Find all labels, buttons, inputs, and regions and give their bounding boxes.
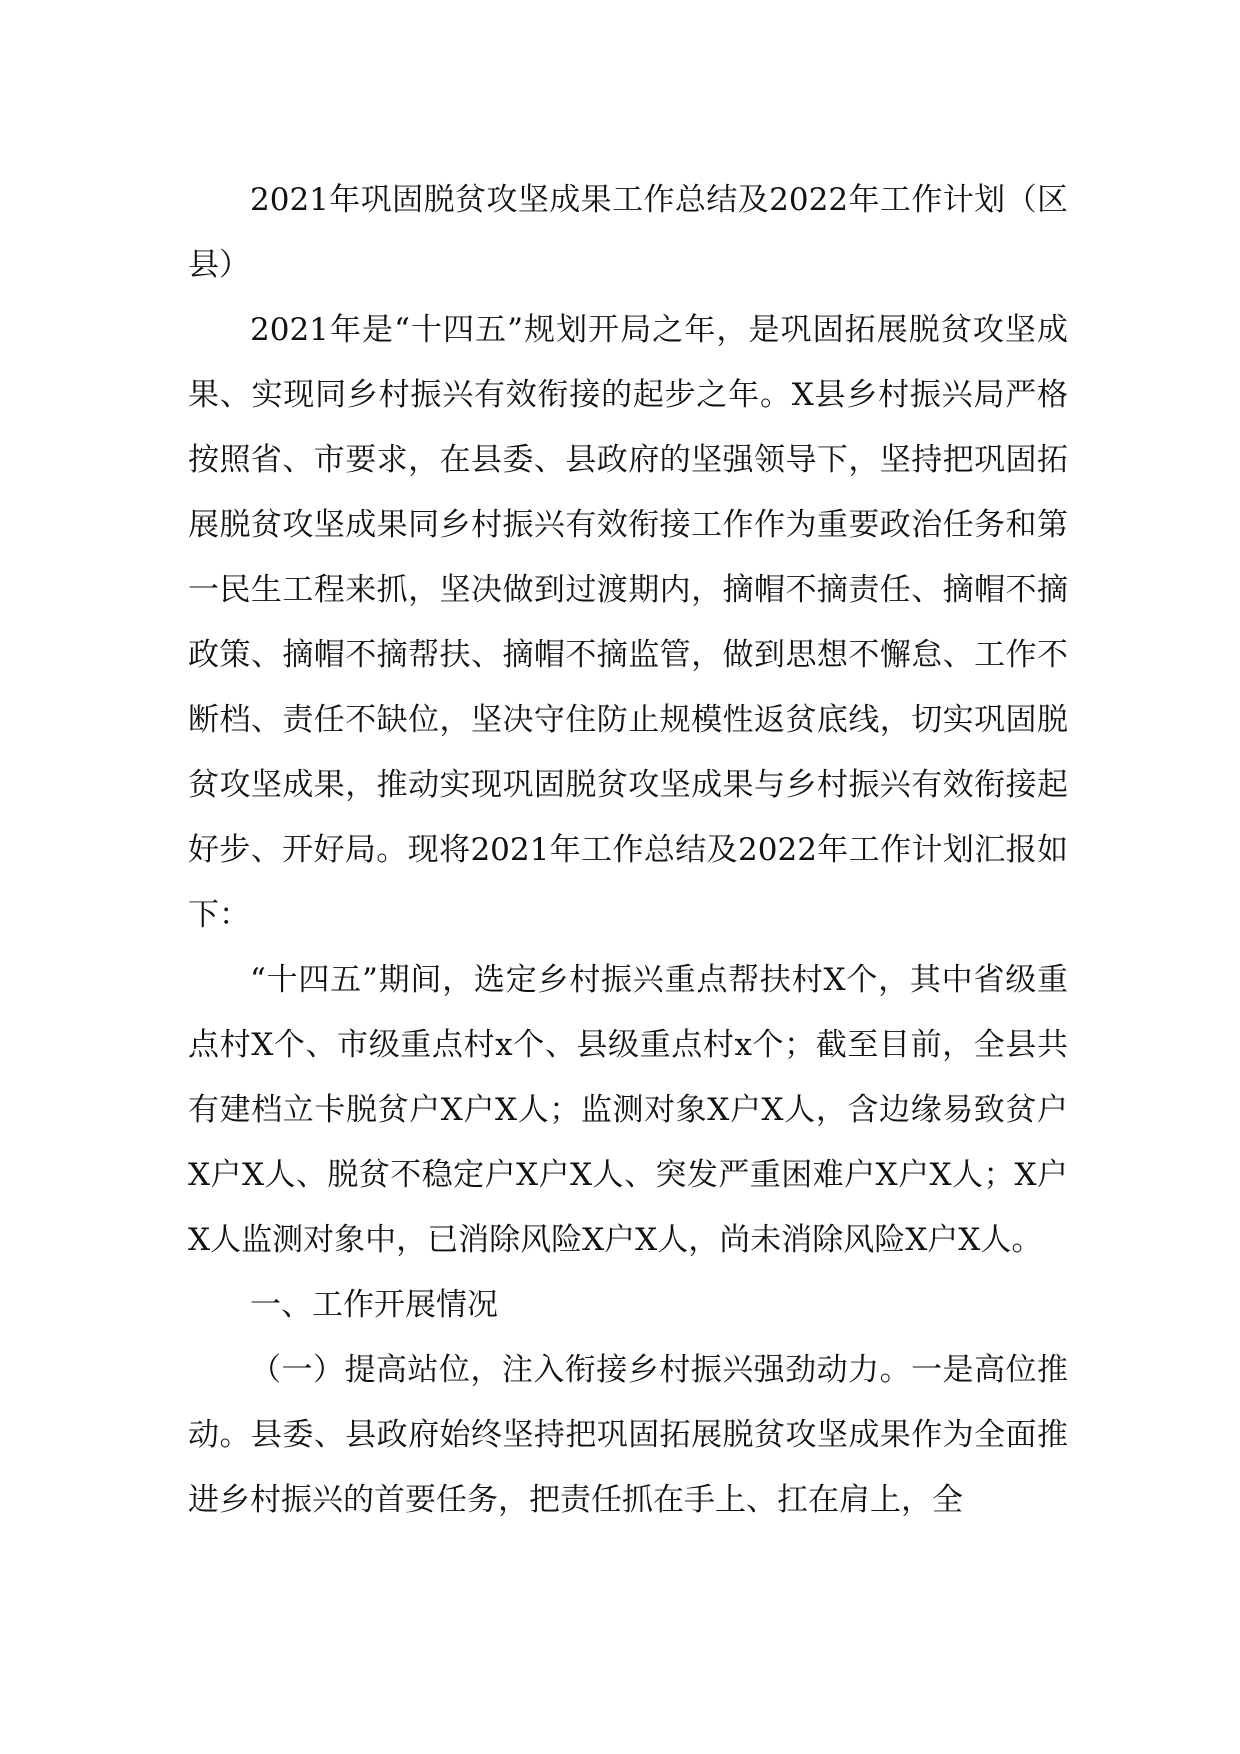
document-title: 2021年巩固脱贫攻坚成果工作总结及2022年工作计划（区县） bbox=[188, 182, 1068, 283]
section-heading: 一、工作开展情况 bbox=[250, 1287, 498, 1323]
document-body bbox=[188, 168, 1068, 1533]
paragraph-overview: “十四五”期间，选定乡村振兴重点帮扶村X个，其中省级重点村X个、市级重点村x个、县级重点村x个；截至目前，全县共有建档立卡脱贫户X户X人；监测对象X户X人，含边缘易致贫户X户X人、脱贫不稳定户X户X人、突发严重困难户X户X人；X户X人监测对象中，已消除风险X户X人，尚未消除风险X户X人。 bbox=[188, 962, 1068, 1258]
paragraph-intro: 2021年是“十四五”规划开局之年，是巩固拓展脱贫攻坚成果、实现同乡村振兴有效衔接的起步之年。X县乡村振兴局严格按照省、市要求，在县委、县政府的坚强领导下，坚持把巩固拓展脱贫攻坚成果同乡村振兴有效衔接工作作为重要政治任务和第一民生工程来抓，坚决做到过渡期内，摘帽不摘责任、摘帽不摘政策、摘帽不摘帮扶、摘帽不摘监管，做到思想不懈怠、工作不断档、责任不缺位，坚决守住防止规模性返贫底线，切实巩固脱贫攻坚成果，推动实现巩固脱贫攻坚成果与乡村振兴有效衔接起好步、开好局。现将2021年工作总结及2022年工作计划汇报如下： bbox=[188, 312, 1068, 933]
subsection-paragraph: （一）提高站位，注入衔接乡村振兴强劲动力。一是高位推动。县委、县政府始终坚持把巩固拓展脱贫攻坚成果作为全面推进乡村振兴的首要任务，把责任抓在手上、扛在肩上，全 bbox=[188, 1352, 1068, 1518]
